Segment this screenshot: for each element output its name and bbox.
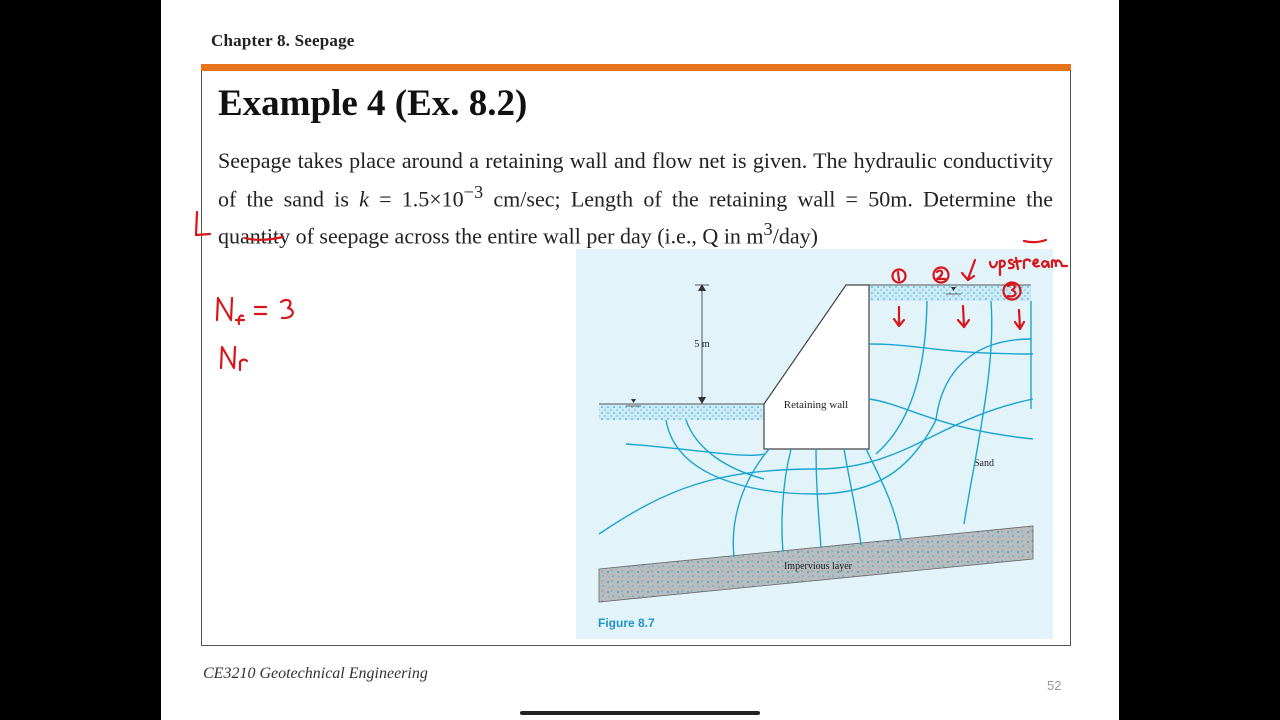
problem-text-4: in m	[718, 223, 764, 249]
k-equation: = 1.5×10	[368, 185, 464, 211]
k-exponent: −3	[463, 181, 484, 202]
problem-text-3: . Determine the quantity of seepage across the entire wall per day (i.e.,	[218, 185, 1054, 249]
k-variable: k	[359, 185, 369, 211]
underline-q	[1024, 240, 1046, 242]
length-value: 50m	[868, 185, 908, 211]
dimension-label: 5 m	[694, 339, 710, 350]
q-symbol: Q	[702, 223, 719, 249]
figure-label: Figure 8.7	[598, 616, 655, 630]
handwritten-upstream	[990, 258, 1067, 275]
handwritten-nf-sub	[236, 315, 244, 324]
problem-text-1: Seepage takes place around a retaining wall and flow net is given. The hydraulic conductivity of the sand is	[218, 148, 1053, 211]
slide-title: Example 4 (Ex. 8.2)	[218, 83, 528, 124]
down-arrow-1	[894, 307, 904, 326]
problem-text-5: /day)	[772, 223, 818, 249]
handwritten-nr-N	[221, 347, 235, 368]
chapter-header: Chapter 8. Seepage	[211, 31, 355, 50]
handwritten-equals	[255, 307, 266, 314]
impervious-label: Impervious layer	[783, 561, 853, 572]
handwritten-three	[281, 300, 293, 318]
handwritten-nf-N	[217, 298, 232, 320]
down-arrow-3	[1015, 310, 1024, 329]
wall-label: Retaining wall	[783, 399, 849, 411]
course-footer: CE3210 Geotechnical Engineering	[203, 665, 428, 682]
handwritten-L	[196, 212, 210, 235]
sand-label: Sand	[974, 458, 994, 469]
down-arrow-2	[958, 306, 969, 327]
home-indicator-bar[interactable]	[520, 711, 760, 715]
pointer-arrow	[962, 260, 975, 280]
handwritten-nr-sub	[240, 360, 247, 370]
cubic-superscript: 3	[763, 219, 773, 240]
page-number: 52	[1047, 678, 1062, 693]
problem-text-2: cm/sec; Length of the retaining wall =	[483, 185, 869, 211]
underline-50m	[245, 237, 283, 240]
